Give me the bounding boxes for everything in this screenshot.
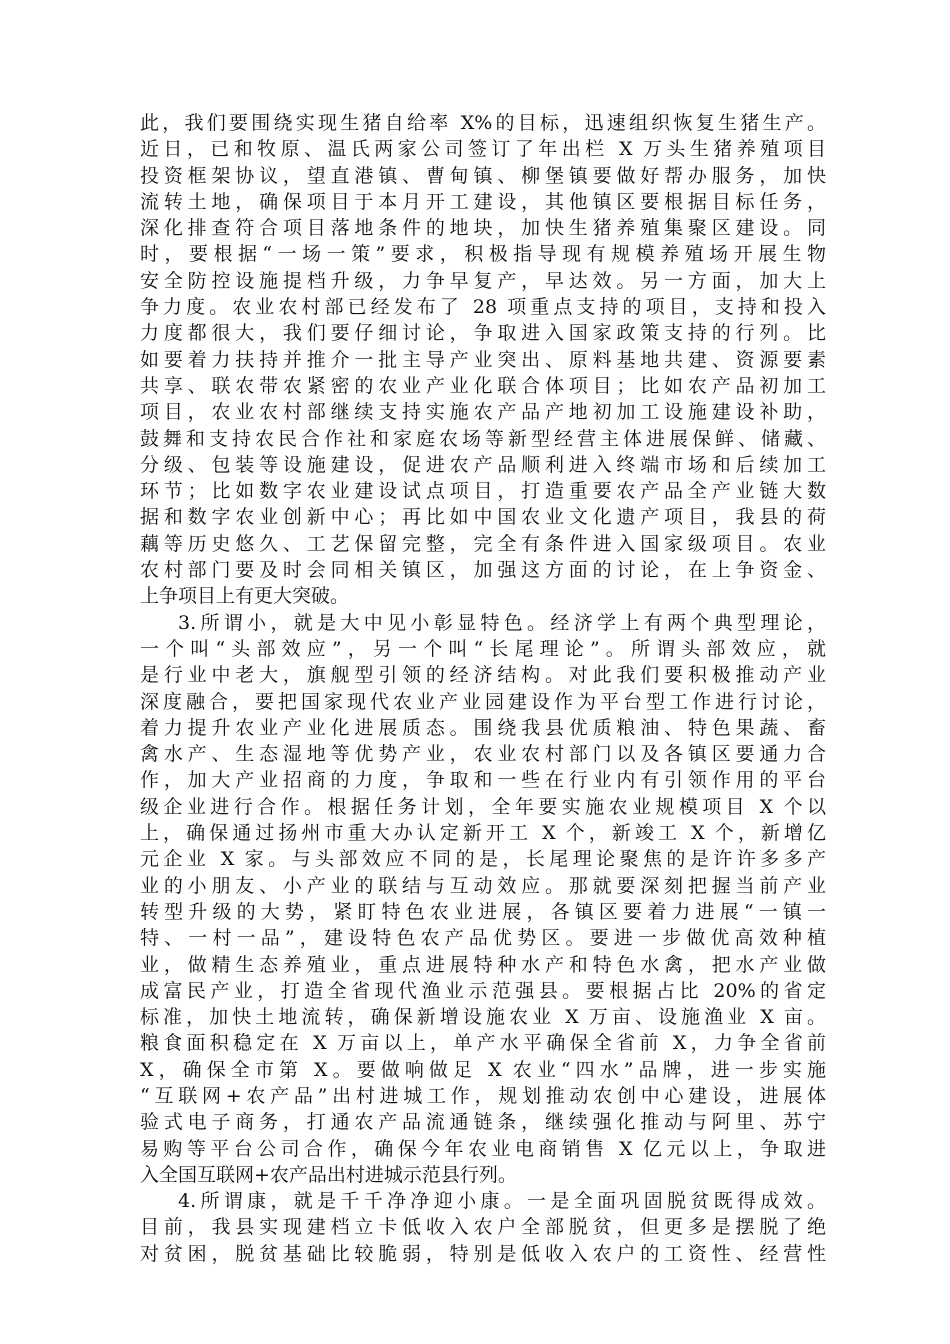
text-line: 禽水产、生态湿地等优势产业，农业农村部门以及各镇区要通力合: [140, 743, 826, 766]
text-line: 共享、联农带农紧密的农业产业化联合体项目；比如农产品初加工: [140, 374, 826, 397]
text-line: 深度融合，要把国家现代农业产业园建设作为平台型工作进行讨论，: [140, 690, 826, 713]
text-line: 时，要根据“一场一策”要求，积极指导现有规模养殖场开展生物: [140, 243, 826, 266]
text-line: 元企业 X 家。与头部效应不同的是，长尾理论聚焦的是许许多多产: [140, 848, 826, 871]
text-line: 对贫困，脱贫基础比较脆弱，特别是低收入农户的工资性、经营性: [140, 1242, 826, 1265]
document-body: [140, 110, 826, 1267]
text-line: 环节；比如数字农业建设试点项目，打造重要农产品全产业链大数: [140, 480, 826, 503]
text-line: 入全国互联网+农产品出村进城示范县行列。: [140, 1163, 517, 1186]
text-line: 目前，我县实现建档立卡低收入农户全部脱贫，但更多是摆脱了绝: [140, 1216, 826, 1239]
text-line: 分级、包装等设施建设，促进农产品顺利进入终端市场和后续加工: [140, 453, 826, 476]
text-line: 是行业中老大，旗舰型引领的经济结构。对此我们要积极推动产业: [140, 664, 826, 687]
text-line: 深化排查符合项目落地条件的地块，加快生猪养殖集聚区建设。同: [140, 217, 826, 240]
text-line: 易购等平台公司合作，确保今年农业电商销售 X 亿元以上，争取进: [140, 1137, 826, 1160]
text-line: 转型升级的大势，紧盯特色农业进展，各镇区要着力进展“一镇一: [140, 900, 826, 923]
text-line: 据和数字农业创新中心；再比如中国农业文化遗产项目，我县的荷: [140, 506, 826, 529]
text-line: 成富民产业，打造全省现代渔业示范强县。要根据占比 20%的省定: [140, 979, 826, 1002]
text-line: 安全防控设施提档升级，力争早复产，早达效。另一方面，加大上: [140, 269, 826, 292]
text-line: 争力度。农业农村部已经发布了 28 项重点支持的项目，支持和投入: [140, 296, 826, 319]
text-line: 特、一村一品”，建设特色农产品优势区。要进一步做优高效种植: [140, 927, 826, 950]
text-line: 藕等历史悠久、工艺保留完整，完全有条件进入国家级项目。农业: [140, 532, 826, 555]
text-line: 力度都很大，我们要仔细讨论，争取进入国家政策支持的行列。比: [140, 322, 826, 345]
text-line: 流转土地，确保项目于本月开工建设，其他镇区要根据目标任务，: [140, 190, 826, 213]
text-line: 农村部门要及时会同相关镇区，加强这方面的讨论，在上争资金、: [140, 559, 826, 582]
text-line: “互联网+农产品”出村进城工作，规划推动农创中心建设，进展体: [140, 1084, 826, 1107]
text-line: 业，做精生态养殖业，重点进展特种水产和特色水禽，把水产业做: [140, 953, 826, 976]
text-line: 验式电子商务，打通农产品流通链条，继续强化推动与阿里、苏宁: [140, 1111, 826, 1134]
text-lines: [140, 110, 826, 1267]
text-line: 着力提升农业产业化进展质态。围绕我县优质粮油、特色果蔬、畜: [140, 716, 826, 739]
text-line: 上争项目上有更大突破。: [140, 585, 350, 608]
text-line: 上，确保通过扬州市重大办认定新开工 X 个，新竣工 X 个，新增亿: [140, 822, 826, 845]
text-line: 作，加大产业招商的力度，争取和一些在行业内有引领作用的平台: [140, 769, 826, 792]
text-line: 业的小朋友、小产业的联结与互动效应。那就要深刻把握当前产业: [140, 874, 826, 897]
text-line: 投资框架协议，望直港镇、曹甸镇、柳堡镇要做好帮办服务，加快: [140, 164, 826, 187]
text-line: 3.所谓小，就是大中见小彰显特色。经济学上有两个典型理论，: [178, 611, 826, 634]
text-line: 近日，已和牧原、温氏两家公司签订了年出栏 X 万头生猪养殖项目: [140, 138, 826, 161]
text-line: 级企业进行合作。根据任务计划，全年要实施农业规模项目 X 个以: [140, 795, 826, 818]
text-line: 标准，加快土地流转，确保新增设施农业 X 万亩、设施渔业 X 亩。: [140, 1006, 826, 1029]
text-line: 此，我们要围绕实现生猪自给率 X%的目标，迅速组织恢复生猪生产。: [140, 112, 826, 134]
text-line: 鼓舞和支持农民合作社和家庭农场等新型经营主体进展保鲜、储藏、: [140, 427, 826, 450]
text-line: 项目，农业农村部继续支持实施农产品产地初加工设施建设补助，: [140, 401, 826, 424]
text-line: 如要着力扶持并推介一批主导产业突出、原料基地共建、资源要素: [140, 348, 826, 371]
text-line: 粮食面积稳定在 X 万亩以上，单产水平确保全省前 X，力争全省前: [140, 1032, 826, 1055]
text-line: 4.所谓康，就是千千净净迎小康。一是全面巩固脱贫既得成效。: [178, 1190, 826, 1213]
text-line: 一个叫“头部效应”，另一个叫“长尾理论”。所谓头部效应，就: [140, 637, 826, 660]
text-line: X，确保全市第 X。要做响做足 X 农业“四水”品牌，进一步实施: [140, 1058, 826, 1081]
